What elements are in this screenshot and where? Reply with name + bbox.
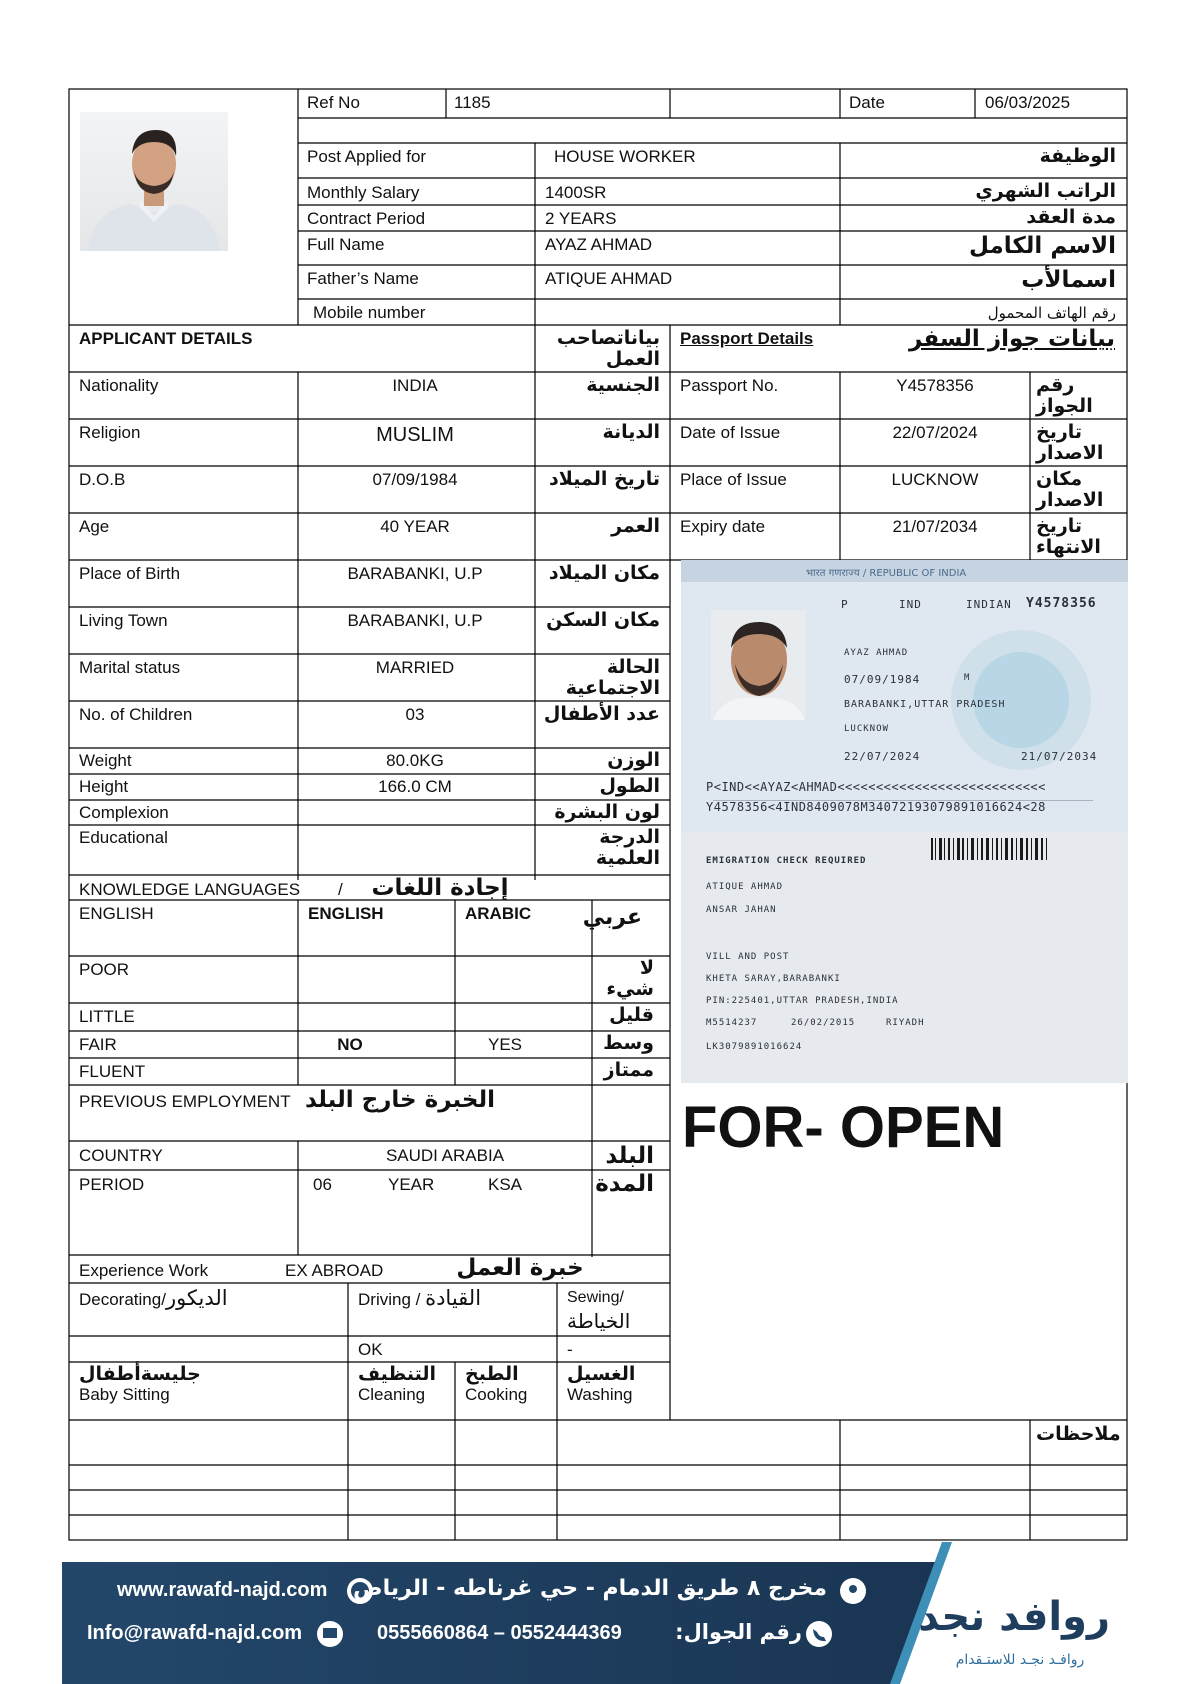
post-value: HOUSE WORKER [554, 147, 696, 166]
salary-value: 1400SR [545, 183, 607, 202]
driving-en: Driving / [358, 1290, 426, 1309]
fullname-label: Full Name [307, 235, 385, 254]
applicant-row-label: No. of Children [79, 705, 193, 724]
applicant-row-ar: لون البشرة [554, 801, 660, 823]
applicant-row-label: Age [79, 517, 110, 536]
footer-email[interactable]: Info@rawafd-najd.com [87, 1622, 303, 1644]
passport-row-value: Y4578356 [896, 376, 974, 395]
pp-mother: ANSAR JAHAN [706, 905, 777, 915]
pp-address-2: KHETA SARAY,BARABANKI [706, 974, 841, 984]
applicant-details-ar: بياناتصاحب العمل [556, 327, 660, 370]
footer-phone[interactable]: 0555660864 – 0552444369 [377, 1622, 622, 1644]
passport-details-ar: بيانات جواز السفر [909, 326, 1115, 352]
washing-en: Washing [567, 1385, 633, 1404]
for-open-label: FOR- OPEN [682, 1095, 1005, 1160]
period-label: PERIOD [79, 1175, 145, 1194]
applicant-row-value: 166.0 CM [378, 777, 452, 796]
country-value: SAUDI ARABIA [385, 1146, 505, 1165]
lang-head-arabic: ARABIC [465, 904, 532, 923]
cleaning-cell [358, 1364, 453, 1405]
languages-ar: إجادة اللغات [371, 875, 509, 901]
ref-no-label: Ref No [307, 93, 360, 112]
pp-type: P [841, 598, 849, 611]
fullname-ar: الاسم الكامل [969, 233, 1116, 259]
sewing-ar: الخياطة [567, 1309, 631, 1333]
mobile-ar: رقم الهاتف المحمول [987, 304, 1116, 322]
applicant-row-label: Weight [79, 751, 132, 770]
passport-row-value: 22/07/2024 [892, 423, 978, 442]
pp-emigration: EMIGRATION CHECK REQUIRED [706, 856, 867, 866]
applicant-row-label: Living Town [79, 611, 168, 630]
contract-ar: مدة العقد [1026, 206, 1116, 228]
passport-row-ar: رقم الجواز [1036, 374, 1093, 417]
pp-address-3: PIN:225401,UTTAR PRADESH,INDIA [706, 996, 899, 1006]
father-ar: اسمالأب [1021, 267, 1116, 293]
pp-dob: 07/09/1984 [844, 673, 921, 686]
pp-birthplace: BARABANKI,UTTAR PRADESH [844, 699, 1006, 710]
passport-details-title: Passport Details [680, 329, 814, 348]
applicant-row-value: 07/09/1984 [372, 470, 458, 489]
date-value: 06/03/2025 [985, 93, 1071, 112]
pp-surname: AYAZ AHMAD [844, 648, 909, 658]
mobile-label: Mobile number [313, 303, 426, 322]
applicant-row-ar: مكان الميلاد [548, 562, 660, 584]
lang-head-english: ENGLISH [308, 904, 384, 923]
pp-file-no: LK3079891016624 [706, 1042, 803, 1052]
applicant-row-ar: عدد الأطفال [543, 703, 660, 725]
driving-value: OK [358, 1340, 383, 1359]
salary-ar: الراتب الشهري [975, 180, 1116, 202]
footer-banner [62, 1542, 1132, 1684]
passport-row-ar: تاريخ الانتهاء [1036, 515, 1101, 558]
footer-logo-sub: روافـد نجـد للاستـقدام [955, 1652, 1085, 1668]
applicant-row-label: D.O.B [79, 470, 126, 489]
pp-mrz-1: P<IND<<AYAZ<AHMAD<<<<<<<<<<<<<<<<<<<<<<<<<<< [706, 780, 1046, 794]
driving-ar: القيادة [425, 1286, 482, 1310]
pp-mrz-2: Y4578356<4IND8409078M34072193079891016624<28 [706, 800, 1046, 814]
footer-logo: روافد نجد [918, 1594, 1110, 1640]
cooking-en: Cooking [465, 1385, 528, 1404]
cleaning-en: Cleaning [358, 1385, 426, 1404]
applicant-row-label: Height [79, 777, 129, 796]
pp-number: Y4578356 [1026, 596, 1097, 611]
applicant-row-ar: الجنسية [586, 374, 660, 396]
pp-expiry-date: 21/07/2034 [1021, 750, 1098, 763]
applicant-row-value: 03 [405, 705, 425, 724]
applicant-row-label: Nationality [79, 376, 159, 395]
contract-value: 2 YEARS [545, 209, 617, 228]
cooking-cell [465, 1364, 555, 1405]
applicant-row-ar: الطول [599, 775, 660, 797]
applicant-row-ar: الحالة الاجتماعية [565, 656, 660, 699]
post-ar: الوظيفة [1039, 145, 1116, 167]
notes-ar: ملاحظات [1036, 1423, 1121, 1445]
cleaning-ar: التنظيف [358, 1363, 437, 1385]
lang-head-label: ENGLISH [79, 904, 154, 923]
baby-sitting-en: Baby Sitting [79, 1385, 170, 1404]
washing-cell [567, 1364, 667, 1405]
languages-sep: / [338, 880, 343, 899]
pp-address-1: VILL AND POST [706, 952, 790, 962]
applicant-row-value: 80.0KG [386, 751, 444, 770]
passport-row-label: Date of Issue [680, 423, 781, 442]
period-place: KSA [488, 1175, 523, 1194]
applicant-row-ar: الديانة [602, 421, 660, 443]
experience-type: EX ABROAD [285, 1261, 384, 1280]
applicant-photo [80, 112, 228, 251]
applicant-row-ar: الوزن [607, 749, 660, 771]
passport-row-ar: مكان الاصدار [1036, 468, 1104, 511]
pp-father: ATIQUE AHMAD [706, 882, 784, 892]
passport-scan [681, 560, 1128, 1083]
pp-code: IND [899, 598, 922, 611]
experience-ar: خبرة العمل [456, 1255, 584, 1281]
passport-row-value: LUCKNOW [891, 470, 979, 489]
applicant-row-value: INDIA [392, 376, 438, 395]
period-num: 06 [313, 1175, 332, 1194]
language-row-english: NO [337, 1035, 363, 1054]
applicant-row-value: BARABANKI, U.P [347, 611, 483, 630]
employment-ar: الخبرة خارج البلد [305, 1087, 495, 1113]
applicant-row-value: MARRIED [375, 658, 455, 677]
applicant-row-label: Place of Birth [79, 564, 181, 583]
applicant-row-label: Marital status [79, 658, 181, 677]
languages-title: KNOWLEDGE LANGUAGES [79, 880, 301, 899]
decorating-label [79, 1288, 344, 1310]
pp-old-place: RIYADH [886, 1018, 925, 1028]
salary-label: Monthly Salary [307, 183, 420, 202]
applicant-row-ar: الدرجة العلمية [595, 826, 660, 869]
sewing-value: - [567, 1340, 573, 1359]
sewing-label [567, 1288, 667, 1334]
passport-row-label: Expiry date [680, 517, 766, 536]
baby-sitting-cell [79, 1364, 344, 1405]
language-row-arabic: YES [487, 1035, 523, 1054]
applicant-row-ar: العمر [611, 515, 660, 537]
fullname-value: AYAZ AHMAD [545, 235, 653, 254]
language-row-label: LITTLE [79, 1007, 135, 1026]
contract-label: Contract Period [307, 209, 426, 228]
footer-address-ar: مخرج ٨ طريق الدمام - حي غرناطه - الرياض [352, 1576, 827, 1601]
applicant-row-value: MUSLIM [376, 424, 454, 446]
period-ar: المدة [595, 1171, 654, 1197]
language-row-ar: لا شيء [606, 957, 654, 1000]
applicant-row-label: Complexion [79, 803, 169, 822]
language-row-label: FLUENT [79, 1062, 146, 1081]
applicant-row-value: BARABANKI, U.P [347, 564, 483, 583]
period-unit: YEAR [388, 1175, 435, 1194]
cooking-ar: الطبخ [465, 1363, 519, 1385]
passport-row-label: Passport No. [680, 376, 779, 395]
passport-row-value: 21/07/2034 [892, 517, 978, 536]
language-row-ar: قليل [609, 1004, 654, 1026]
pp-sex: M [964, 673, 971, 683]
applicant-row-value: 40 YEAR [380, 517, 450, 536]
date-label: Date [849, 93, 885, 112]
footer-website[interactable]: www.rawafd-najd.com [117, 1579, 328, 1601]
pp-issue-place: LUCKNOW [844, 724, 889, 734]
father-label: Father’s Name [307, 269, 419, 288]
driving-label [358, 1288, 553, 1310]
passport-row-label: Place of Issue [680, 470, 787, 489]
language-row-label: FAIR [79, 1035, 117, 1054]
applicant-row-ar: تاريخ الميلاد [549, 468, 660, 490]
language-row-ar: ممتاز [603, 1059, 654, 1081]
sewing-en: Sewing/ [567, 1289, 624, 1306]
country-label: COUNTRY [79, 1146, 163, 1165]
ref-no-value: 1185 [454, 93, 491, 112]
pp-nationality: INDIAN [966, 598, 1012, 611]
pp-old-passport: M5514237 [706, 1018, 758, 1028]
decorating-en: Decorating/ [79, 1290, 166, 1309]
country-ar: البلد [605, 1143, 654, 1169]
washing-ar: الغسيل [567, 1363, 636, 1385]
applicant-row-ar: مكان السكن [546, 609, 660, 631]
post-label: Post Applied for [307, 147, 427, 166]
pp-issue-date: 22/07/2024 [844, 750, 921, 763]
applicant-details-title: APPLICANT DETAILS [79, 329, 253, 348]
applicant-row-label: Religion [79, 423, 141, 442]
experience-title: Experience Work [79, 1261, 209, 1280]
applicant-row-label: Educational [79, 828, 168, 847]
decorating-ar: الديكور [165, 1286, 228, 1310]
lang-head-ar: عربي [582, 905, 642, 930]
passport-row-ar: تاريخ الاصدار [1036, 421, 1104, 464]
employment-title: PREVIOUS EMPLOYMENT [79, 1092, 291, 1111]
baby-sitting-ar: جليسةأطفال [79, 1363, 201, 1385]
language-row-label: POOR [79, 960, 130, 979]
footer-phone-label-ar: رقم الجوال: [675, 1620, 802, 1644]
pp-republic: भारत गणराज्य / REPUBLIC OF INDIA [806, 568, 967, 579]
language-row-ar: وسط [603, 1032, 654, 1054]
pp-old-date: 26/02/2015 [791, 1018, 856, 1028]
father-value: ATIQUE AHMAD [545, 269, 673, 288]
